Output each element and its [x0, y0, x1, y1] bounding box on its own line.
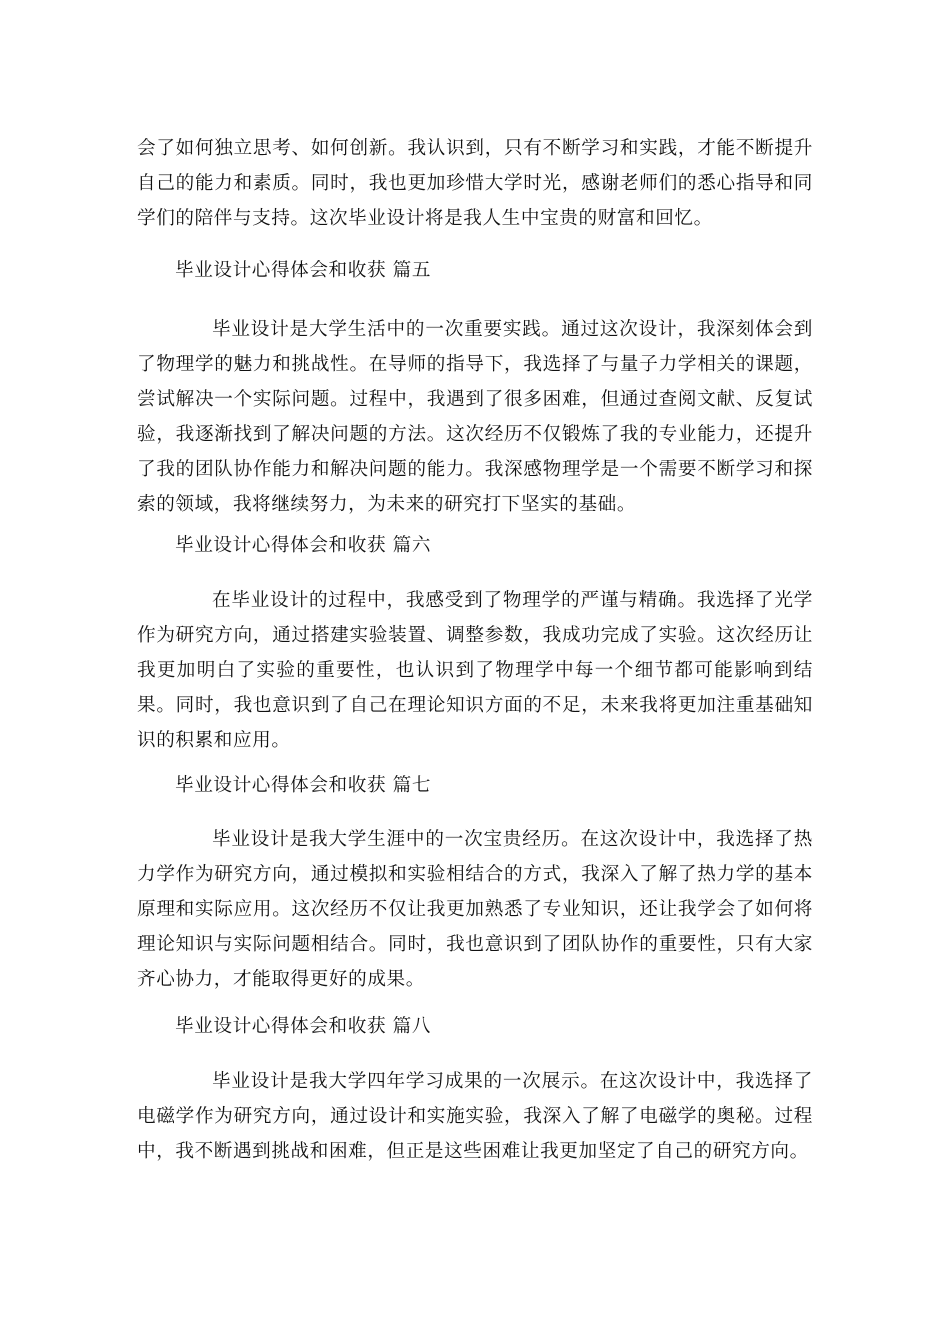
section-heading-7: 毕业设计心得体会和收获 篇七 [175, 775, 432, 796]
section-heading-5: 毕业设计心得体会和收获 篇五 [175, 260, 432, 281]
intro-paragraph: 会了如何独立思考、如何创新。我认识到，只有不断学习和实践，才能不断提升自己的能力和素质。同时，我也更加珍惜大学时光，感谢老师们的悉心指导和同学们的陪伴与支持。这次毕业设计将是我人生中宝贵的财富和回忆。 [137, 138, 813, 229]
section-body-7: 毕业设计是我大学生涯中的一次宝贵经历。在这次设计中，我选择了热力学作为研究方向，通过模拟和实验相结合的方式，我深入了解了热力学的基本原理和实际应用。这次经历不仅让我更加熟悉了专业知识，还让我学会了如何将理论知识与实际问题相结合。同时，我也意识到了团队协作的重要性，只有大家齐心协力，才能取得更好的成果。 [137, 829, 813, 990]
section-body-5: 毕业设计是大学生活中的一次重要实践。通过这次设计，我深刻体会到了物理学的魅力和挑战性。在导师的指导下，我选择了与量子力学相关的课题，尝试解决一个实际问题。过程中，我遇到了很多困难，但通过查阅文献、反复试验，我逐渐找到了解决问题的方法。这次经历不仅锻炼了我的专业能力，还提升了我的团队协作能力和解决问题的能力。我深感物理学是一个需要不断学习和探索的领域，我将继续努力，为未来的研究打下坚实的基础。 [137, 319, 813, 515]
section-heading-8: 毕业设计心得体会和收获 篇八 [175, 1016, 432, 1037]
section-body-8: 毕业设计是我大学四年学习成果的一次展示。在这次设计中，我选择了电磁学作为研究方向，通过设计和实施实验，我深入了解了电磁学的奥秘。过程中，我不断遇到挑战和困难，但正是这些困难让我更加坚定了自己的研究方向。 [137, 1071, 813, 1162]
section-heading-6: 毕业设计心得体会和收获 篇六 [175, 535, 432, 556]
section-body-6: 在毕业设计的过程中，我感受到了物理学的严谨与精确。我选择了光学作为研究方向，通过搭建实验装置、调整参数，我成功完成了实验。这次经历让我更加明白了实验的重要性，也认识到了物理学中每一个细节都可能影响到结果。同时，我也意识到了自己在理论知识方面的不足，未来我将更加注重基础知识的积累和应用。 [137, 590, 813, 751]
